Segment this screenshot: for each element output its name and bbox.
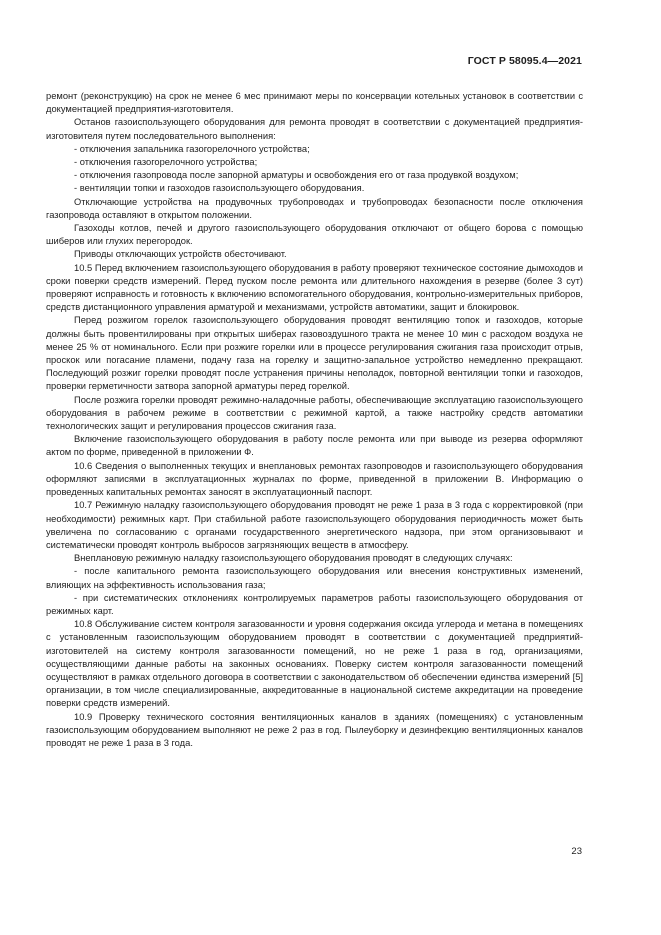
paragraph-shutoff-devices: Отключающие устройства на продувочных трубопроводах и трубопроводах безопасности после отключения газопровода оставляют в открытом положении. [46, 196, 583, 220]
list-item-after-overhaul: - после капитального ремонта газоиспользующего оборудования или внесения конструктивных изменений, влияющих на эффективность использования газа; [46, 566, 583, 590]
paragraph-10-6: 10.6 Сведения о выполненных текущих и внеплановых ремонтах газопроводов и газоиспользующего оборудования оформляют записями в эксплуатационных журналах по форме, приведенной в приложении В. Информацию о проведенных капитальных ремонтах заносят в эксплуатационный паспорт. [46, 460, 583, 498]
paragraph-after-ignition: После розжига горелки проводят режимно-наладочные работы, обеспечивающие эксплуатацию газоиспользующего оборудования в рабочем режиме в соответствии с режимной картой, а также настройку средств автоматики технологических защит и регулирования процессов сжигания газа. [46, 394, 583, 432]
paragraph-drives: Приводы отключающих устройств обесточивают. [74, 249, 287, 260]
list-item-igniter-shutoff: - отключения запальника газогорелочного устройства; [74, 143, 310, 154]
paragraph-shutdown-procedure: Останов газоиспользующего оборудования для ремонта проводят в соответствии с документацией предприятия-изготовителя путем последовательного выполнения: [46, 117, 583, 141]
page-number: 23 [571, 846, 582, 857]
list-item-burner-shutoff: - отключения газогорелочного устройства; [74, 157, 258, 168]
document-header: ГОСТ Р 58095.4—2021 [467, 55, 582, 67]
paragraph-10-7: 10.7 Режимную наладку газоиспользующего оборудования проводят не реже 1 раза в 3 года с корректировкой (при необходимости) режимных карт. При стабильной работе газоиспользующего оборудования периодичность может быть увеличена по согласованию с органами государственного энергетического надзора, при этом организовывают и систематически проводят контроль выбросов загрязняющих веществ в атмосферу. [46, 500, 583, 550]
list-item-pipeline-shutoff: - отключения газопровода после запорной арматуры и освобождения его от газа продувкой воздухом; [74, 170, 519, 181]
paragraph-unscheduled-tuning: Внеплановую режимную наладку газоиспользующего оборудования проводят в следующих случаях: [74, 553, 513, 564]
list-item-ventilation: - вентиляции топки и газоходов газоиспользующего оборудования. [74, 183, 365, 194]
paragraph-commissioning-act: Включение газоиспользующего оборудования в работу после ремонта или при выводе из резерва оформляют актом по форме, приведенной в приложении Ф. [46, 434, 583, 458]
paragraph-continuation: ремонт (реконструкцию) на срок не менее 6 мес принимают меры по консервации котельных установок в соответствии с документацией предприятия-изготовителя. [46, 91, 583, 115]
paragraph-10-5: 10.5 Перед включением газоиспользующего оборудования в работу проверяют техническое состояние дымоходов и сроки поверки средств измерений. Перед пуском после ремонта или длительного нахождения в резерве (более 3 сут) проверяют исправность и готовность к включению вспомогательного оборудования, контрольно-измерительных приборов, средств дистанционного управления арматурой и механизмами, устройств автоматики, защит и блокировок. [46, 262, 583, 313]
paragraph-ignition: Перед розжигом горелок газоиспользующего оборудования проводят вентиляцию топок и газоходов, которые должны быть провентилированы при открытых шиберах газовоздушного тракта не менее 10 мин с расходом воздуха не менее 25 % от номинального. Если при розжиге горелки или в процессе регулирования сжигания газа происходит отрыв, проскок или погасание пламени, подачу газа на горелку и защитно-запальное устройство немедленно прекращают. Последующий розжиг горелки проводят после устранения причины неполадок, повторной вентиляции топки и газоходов, проверки герметичности затвора запорной арматуры перед горелкой. [46, 315, 583, 392]
list-item-deviations: - при систематических отклонениях контролируемых параметров работы газоиспользующего оборудования от режимных карт. [46, 592, 583, 616]
paragraph-flues: Газоходы котлов, печей и другого газоиспользующего оборудования отключают от общего борова с помощью шиберов или глухих перегородок. [46, 223, 583, 247]
paragraph-10-8: 10.8 Обслуживание систем контроля загазованности и уровня содержания оксида углерода и метана в помещениях с установленным газоиспользующим оборудованием проводят в соответствии с документацией предприятий-изготовителей на систему контроля загазованности помещений, но не реже 1 раза в год, организациями, осуществляющими данные работы на законных основаниях. Поверку систем контроля загазованности помещений осуществляют в рамках отдельного договора в соответствии с законодательством об обеспечении единства измерений [5] организации, в том числе специализированные, аккредитованные в национальной системе аккредитации на проведение поверки средств измерений. [46, 619, 583, 709]
paragraph-10-9: 10.9 Проверку технического состояния вентиляционных каналов в зданиях (помещениях) с установленным газоиспользующим оборудованием выполняют не реже 2 раз в год. Пылеуборку и дезинфекцию вентиляционных каналов проводят не реже 1 раза в 3 года. [46, 711, 583, 748]
document-body [46, 90, 583, 750]
